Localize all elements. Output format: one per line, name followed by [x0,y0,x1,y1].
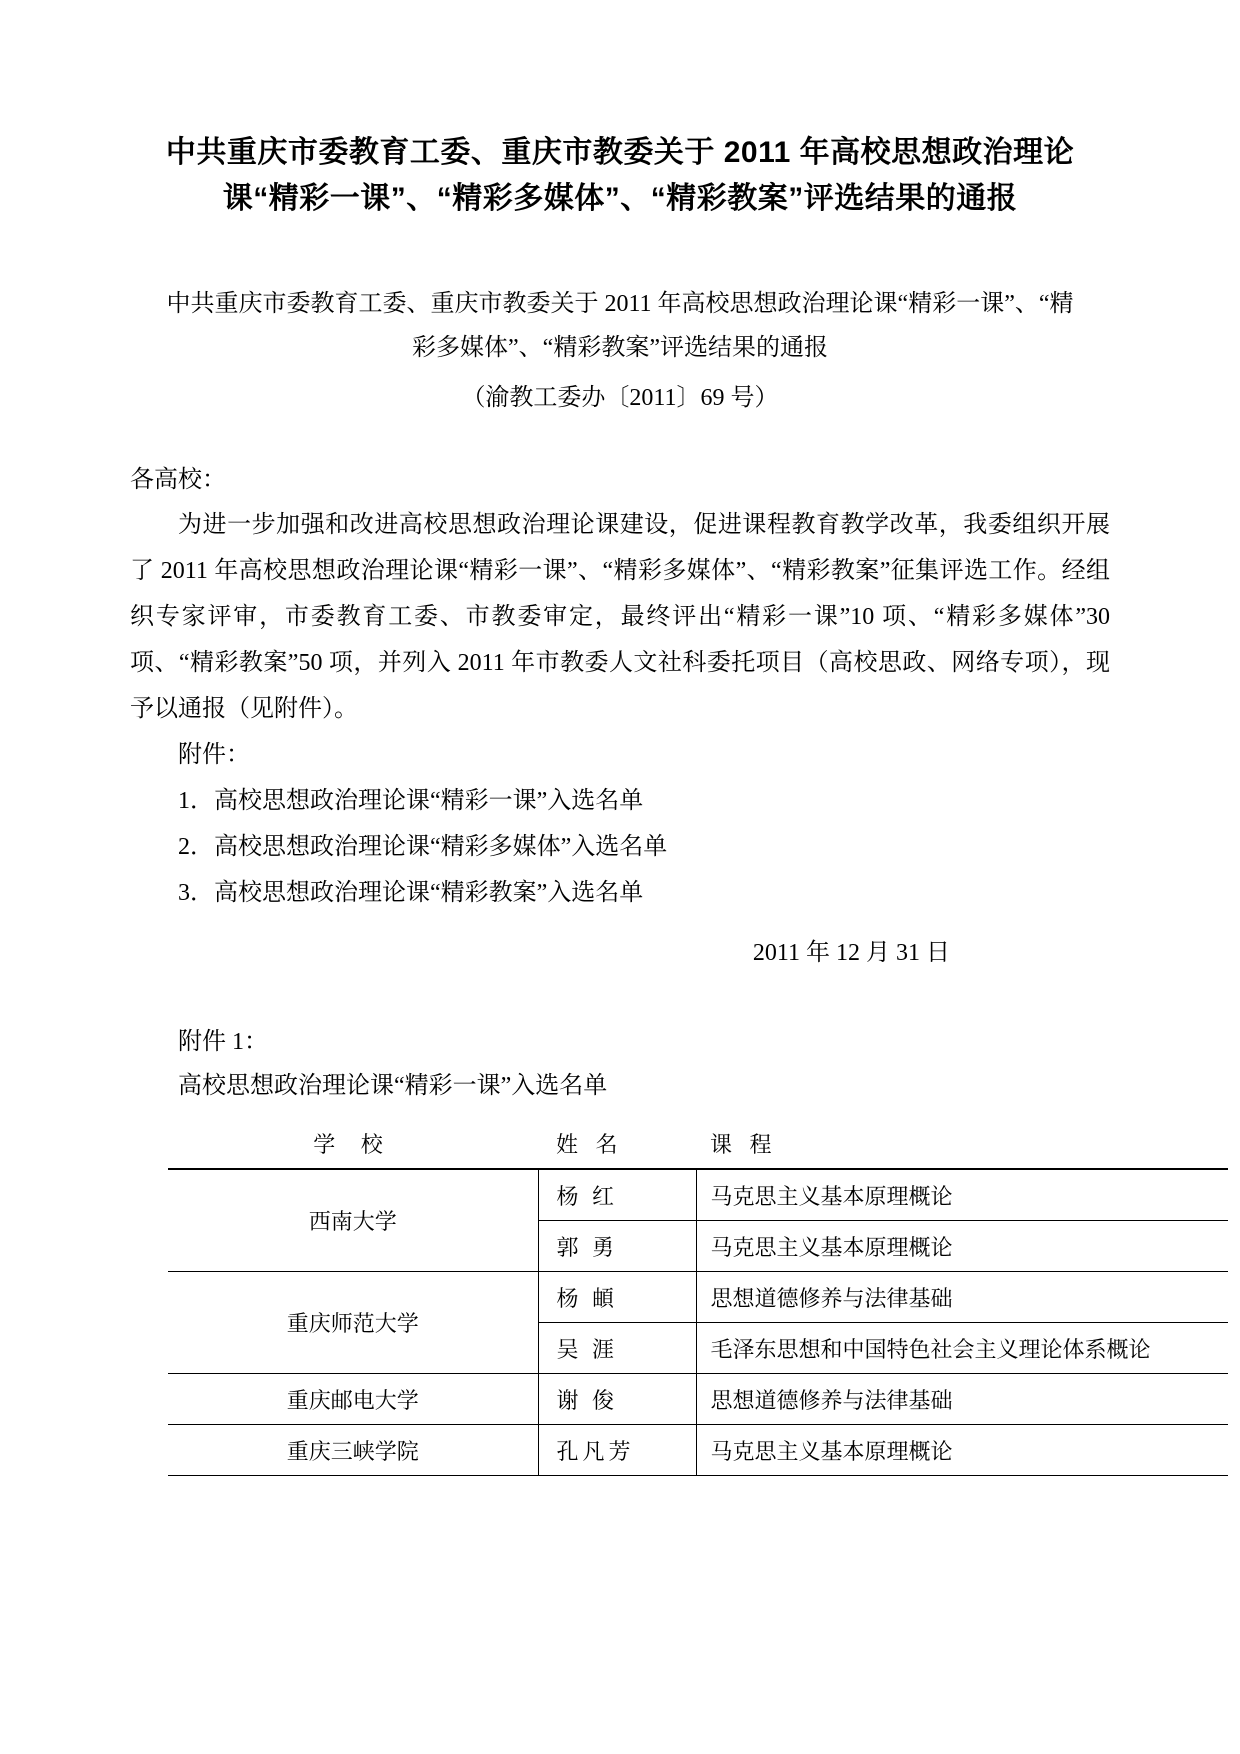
table-row [168,1272,1228,1323]
column-header-course: 课 程 [696,1118,1228,1169]
cell-name: 谢 俊 [538,1374,696,1425]
attachment-item: 3．高校思想政治理论课“精彩教案”入选名单 [178,880,644,906]
cell-course: 思想道德修养与法律基础 [696,1272,1228,1323]
document-number: （渝教工委办〔2011〕69 号） [461,385,779,411]
cell-school: 重庆师范大学 [168,1272,538,1374]
table-row [168,1169,1228,1221]
table-row [168,1425,1228,1476]
page-title: 中共重庆市委教育工委、重庆市教委关于 2011 年高校思想政治理论课“精彩一课”、“精彩多媒体”、“精彩教案”评选结果的通报 [165,136,1075,215]
spacer [130,976,1110,1020]
cell-course: 马克思主义基本原理概论 [696,1221,1228,1272]
cell-name: 吴 涯 [538,1323,696,1374]
cell-school: 重庆三峡学院 [168,1425,538,1476]
cell-course: 马克思主义基本原理概论 [696,1425,1228,1476]
attachment-item: 1．高校思想政治理论课“精彩一课”入选名单 [178,788,644,814]
annex-label: 附件 1： [178,1029,268,1055]
cell-name: 郭 勇 [538,1221,696,1272]
cell-name: 孔凡芳 [538,1425,696,1476]
table-row [168,1374,1228,1425]
document-date: 2011 年 12 月 31 日 [752,940,950,966]
cell-course: 思想道德修养与法律基础 [696,1374,1228,1425]
spacer [130,420,1110,458]
table-header-row [168,1118,1228,1169]
attachments-label: 附件： [178,742,250,768]
column-header-school: 学 校 [168,1118,538,1169]
cell-name: 杨 頔 [538,1272,696,1323]
spacer [130,222,1110,282]
document-subtitle: 中共重庆市委教育工委、重庆市教委关于 2011 年高校思想政治理论课“精彩一课”、“精彩多媒体”、“精彩教案”评选结果的通报 [166,291,1074,361]
cell-course: 毛泽东思想和中国特色社会主义理论体系概论 [696,1323,1228,1374]
cell-name: 杨 红 [538,1169,696,1221]
annex-title: 高校思想政治理论课“精彩一课”入选名单 [178,1073,608,1099]
cell-school: 西南大学 [168,1169,538,1272]
cell-course: 马克思主义基本原理概论 [696,1169,1228,1221]
body-paragraph: 为进一步加强和改进高校思想政治理论课建设，促进课程教育教学改革，我委组织开展了 2011 年高校思想政治理论课“精彩一课”、“精彩多媒体”、“精彩教案”征集评选工作。经组织专家评审，市委教育工委、市教委审定，最终评出“精彩一课”10 项、“精彩多媒体”30 项、“精彩教案”50 项，并列入 2011 年市教委人文社科委托项目（高校思政、网络专项），现予以通报（见附件）。 [130,512,1110,722]
salutation: 各高校： [130,467,226,493]
column-header-name: 姓 名 [538,1118,696,1169]
cell-school: 重庆邮电大学 [168,1374,538,1425]
attachment-item: 2．高校思想政治理论课“精彩多媒体”入选名单 [178,834,668,860]
winners-table [168,1118,1228,1476]
